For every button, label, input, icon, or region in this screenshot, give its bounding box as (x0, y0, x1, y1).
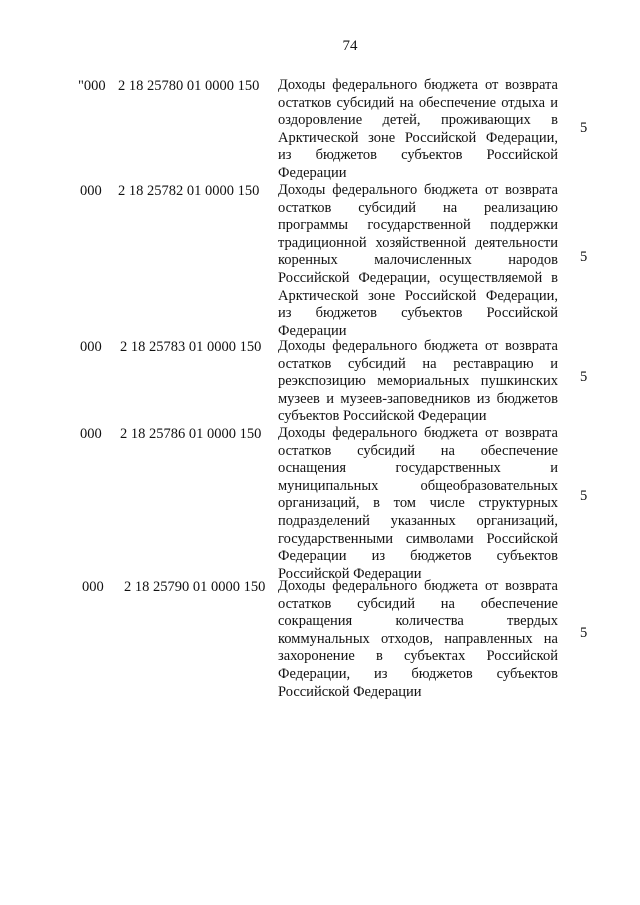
income-description (278, 425, 558, 583)
description-line: Доходы федерального бюджета от возврата (278, 578, 558, 594)
description-line: остатков субсидий на обеспечение (278, 442, 558, 459)
description-line: муниципальных общеобразовательных (278, 477, 558, 494)
description-line: коренных малочисленных народов (278, 252, 558, 269)
amount-value: 5 (580, 625, 588, 641)
description-line: Российской Федерации (278, 683, 422, 700)
admin-code: 000 (82, 579, 104, 595)
classification-code: 2 18 25786 01 0000 150 (120, 426, 262, 442)
description-line: Федерации из бюджетов субъектов (278, 548, 558, 565)
description-line: Доходы федерального бюджета от возврата (278, 338, 558, 354)
admin-code: 000 (80, 426, 102, 442)
income-description (278, 77, 558, 183)
description-line: из бюджетов субъектов Российской (278, 305, 558, 322)
description-line: сокращения количества твердых (278, 613, 558, 630)
income-description (278, 578, 558, 701)
admin-code: "000 (78, 78, 106, 94)
income-description (278, 338, 558, 426)
description-line: из бюджетов субъектов Российской (278, 147, 558, 164)
amount-value: 5 (580, 249, 588, 265)
description-line: остатков субсидий на реализацию (278, 199, 558, 216)
description-line: остатков субсидий на обеспечение отдыха и (278, 94, 558, 111)
description-line: оздоровление детей, проживающих в (278, 112, 558, 129)
classification-code: 2 18 25780 01 0000 150 (118, 78, 260, 94)
amount-value: 5 (580, 369, 588, 385)
description-line: коммунальных отходов, направленных на (278, 630, 558, 647)
classification-code: 2 18 25783 01 0000 150 (120, 339, 262, 355)
description-line: Российской Федерации (278, 565, 422, 582)
description-line: остатков субсидий на обеспечение (278, 595, 558, 612)
admin-code: 000 (80, 183, 102, 199)
description-line: музеев и музеев-заповедников из бюджетов (278, 390, 558, 407)
description-line: Федерации (278, 164, 347, 181)
description-line: программы государственной поддержки (278, 217, 558, 234)
description-line: Доходы федерального бюджета от возврата (278, 425, 558, 441)
description-line: остатков субсидий на реставрацию и (278, 355, 558, 372)
description-line: Доходы федерального бюджета от возврата (278, 182, 558, 198)
description-line: Федерации, из бюджетов субъектов (278, 665, 558, 682)
description-line: захоронение в субъектах Российской (278, 648, 558, 665)
description-line: организаций, в том числе структурных (278, 495, 558, 512)
income-description (278, 182, 558, 340)
description-line: Федерации (278, 322, 347, 339)
description-line: Доходы федерального бюджета от возврата (278, 77, 558, 93)
admin-code: 000 (80, 339, 102, 355)
amount-value: 5 (580, 120, 588, 136)
classification-code: 2 18 25790 01 0000 150 (124, 579, 266, 595)
description-line: реэкспозицию мемориальных пушкинских (278, 373, 558, 390)
classification-code: 2 18 25782 01 0000 150 (118, 183, 260, 199)
description-line: Российской Федерации, осуществляемой в (278, 269, 558, 286)
description-line: Арктической зоне Российской Федерации, (278, 287, 558, 304)
description-line: субъектов Российской Федерации (278, 408, 487, 425)
description-line: подразделений указанных организаций, (278, 512, 558, 529)
description-line: Арктической зоне Российской Федерации, (278, 129, 558, 146)
page-number: 74 (342, 38, 358, 54)
amount-value: 5 (580, 488, 588, 504)
description-line: традиционной хозяйственной деятельности (278, 234, 558, 251)
description-line: государственными символами Российской (278, 530, 558, 547)
description-line: оснащения государственных и (278, 460, 558, 477)
